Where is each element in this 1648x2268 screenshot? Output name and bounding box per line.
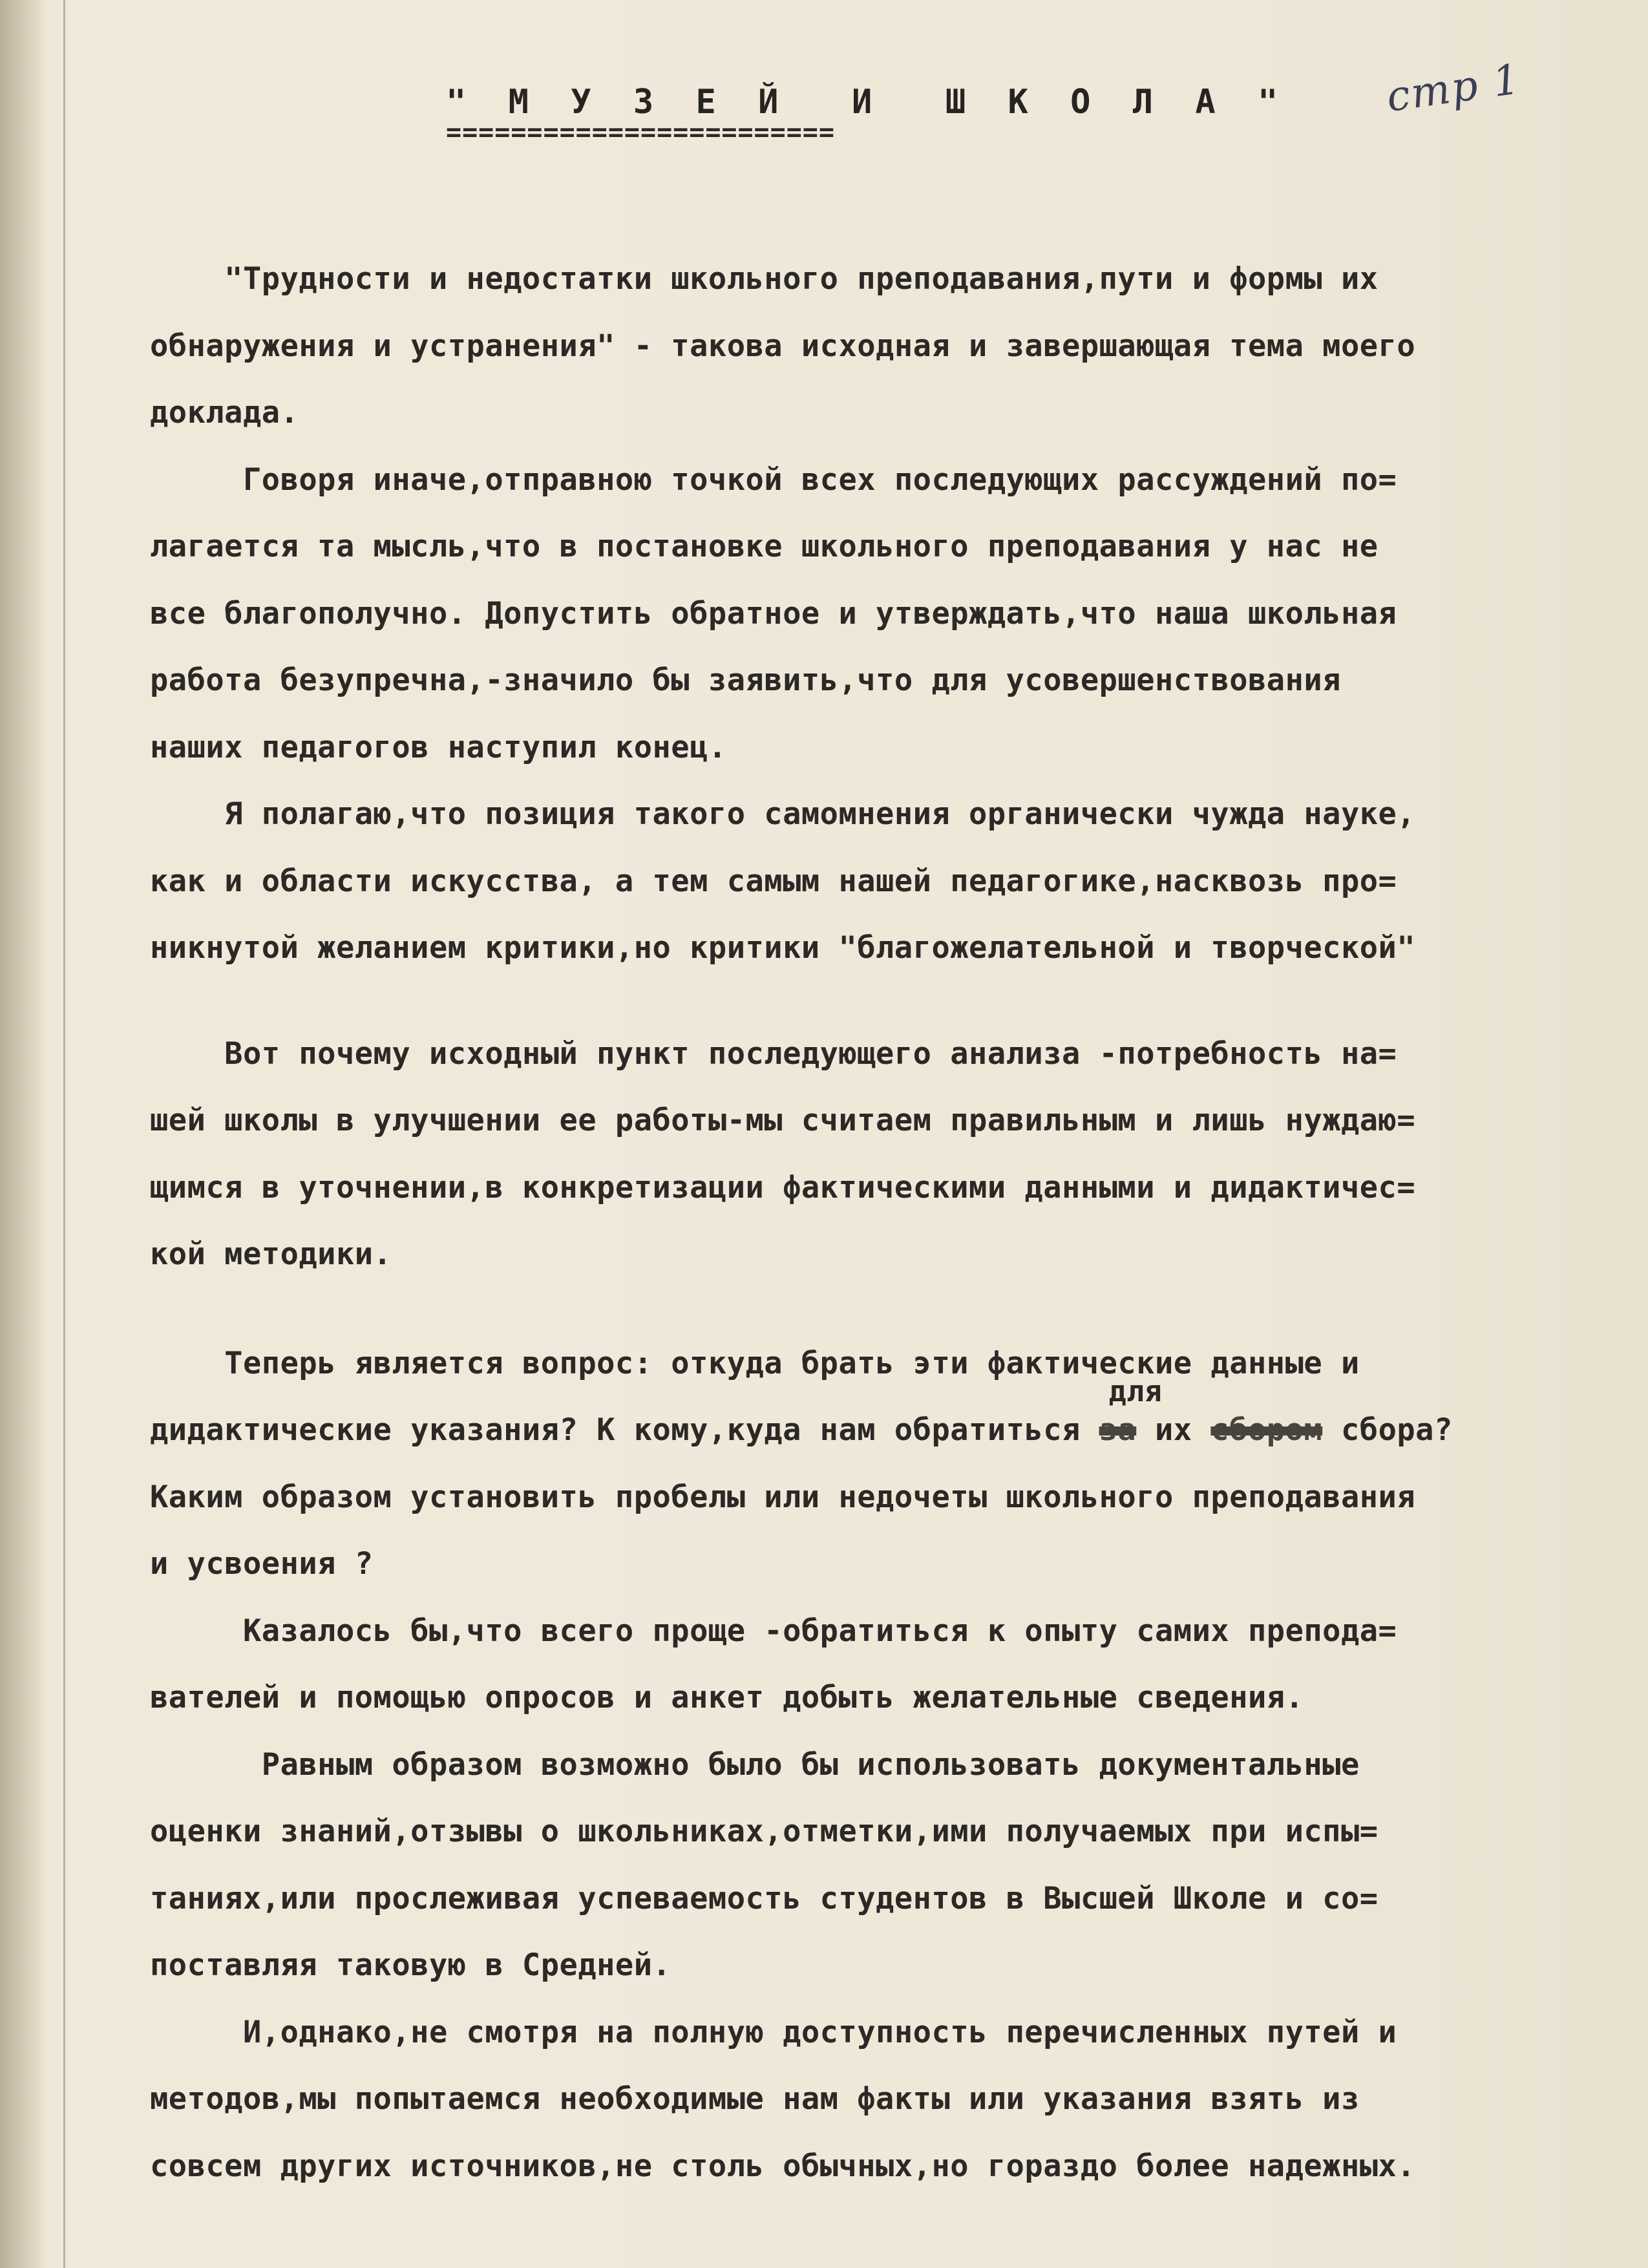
correction-after: сбора? xyxy=(1322,1412,1453,1448)
text-line: обнаружения и устранения" - такова исходная и завершающая тема моего xyxy=(150,328,1416,364)
text-line: наших педагогов наступил конец. xyxy=(150,729,727,765)
text-line: и усвоения ? xyxy=(150,1546,374,1582)
text-line: Теперь является вопрос: откуда брать эти фактические данные и xyxy=(150,1345,1360,1381)
struck-word: сбором xyxy=(1210,1412,1323,1448)
text-line: вателей и помощью опросов и анкет добыть желательные сведения. xyxy=(150,1680,1304,1715)
text-line: И,однако,не смотря на полную доступность перечисленных путей и xyxy=(150,2014,1397,2050)
text-line: кой методики. xyxy=(150,1236,392,1272)
body-text xyxy=(150,246,1636,2199)
text-line: никнутой желанием критики,но критики "благожелательной и творческой" xyxy=(150,930,1416,966)
text-line: все благополучно. Допустить обратное и утверждать,что наша школьная xyxy=(150,595,1397,631)
binding-fold-line xyxy=(63,0,65,2268)
text-line: "Трудности и недостатки школьного преподавания,пути и формы их xyxy=(150,261,1379,297)
blank-line xyxy=(150,1288,1636,1330)
text-line: шей школы в улучшении ее работы-мы считаем правильным и лишь нуждаю= xyxy=(150,1103,1416,1138)
text-line: Вот почему исходный пункт последующего анализа -потребность на= xyxy=(150,1035,1397,1072)
correction-before: дидактические указания? К кому,куда нам обратиться xyxy=(150,1412,1099,1448)
text-line: Каким образом установить пробелы или недочеты школьного преподавания xyxy=(150,1479,1416,1515)
text-line: Я полагаю,что позиция такого самомнения органически чужда науке, xyxy=(150,796,1416,832)
text-line-with-correction xyxy=(150,1374,1636,1464)
overtyped-word xyxy=(1099,1374,1163,1464)
text-line: Казалось бы,что всего проще -обратиться к опыту самих препода= xyxy=(150,1613,1397,1649)
text-line: методов,мы попытаемся необходимые нам факты или указания взять из xyxy=(150,2081,1360,2117)
text-line: оценки знаний,отзывы о школьниках,отметки,ими получаемых при испы= xyxy=(150,1814,1379,1849)
title-underline: ======================== xyxy=(446,118,835,147)
text-line: лагается та мысль,что в постановке школьного преподавания у нас не xyxy=(150,529,1379,564)
text-line: Говоря иначе,отправною точкой всех последующих рассуждений по= xyxy=(150,461,1397,498)
text-line: доклада. xyxy=(150,395,299,430)
document-title: " М У З Е Й И Ш К О Л А " xyxy=(446,83,1289,122)
text-line: поставляя таковую в Средней. xyxy=(150,1947,671,1983)
text-line: как и области искусства, а тем самым нашей педагогике,насквозь про= xyxy=(150,863,1397,899)
blank-line xyxy=(150,982,1636,1021)
text-line: Равным образом возможно было бы использовать документальные xyxy=(150,1746,1360,1783)
text-line: совсем других источников,не столь обычных,но гораздо более надежных. xyxy=(150,2148,1416,2184)
text-line: щимся в уточнении,в конкретизации фактическими данными и дидактичес= xyxy=(150,1169,1416,1205)
inserted-word: для xyxy=(1108,1374,1163,1408)
text-line: таниях,или прослеживая успеваемость студентов в Высшей Школе и со= xyxy=(150,1880,1379,1916)
struck-word: за xyxy=(1099,1412,1137,1448)
binding-edge xyxy=(0,0,45,2268)
correction-middle: их xyxy=(1136,1412,1211,1448)
text-line: работа безупречна,-значило бы заявить,что для усовершенствования xyxy=(150,662,1341,698)
handwritten-page-number: стр 1 xyxy=(1383,55,1524,122)
